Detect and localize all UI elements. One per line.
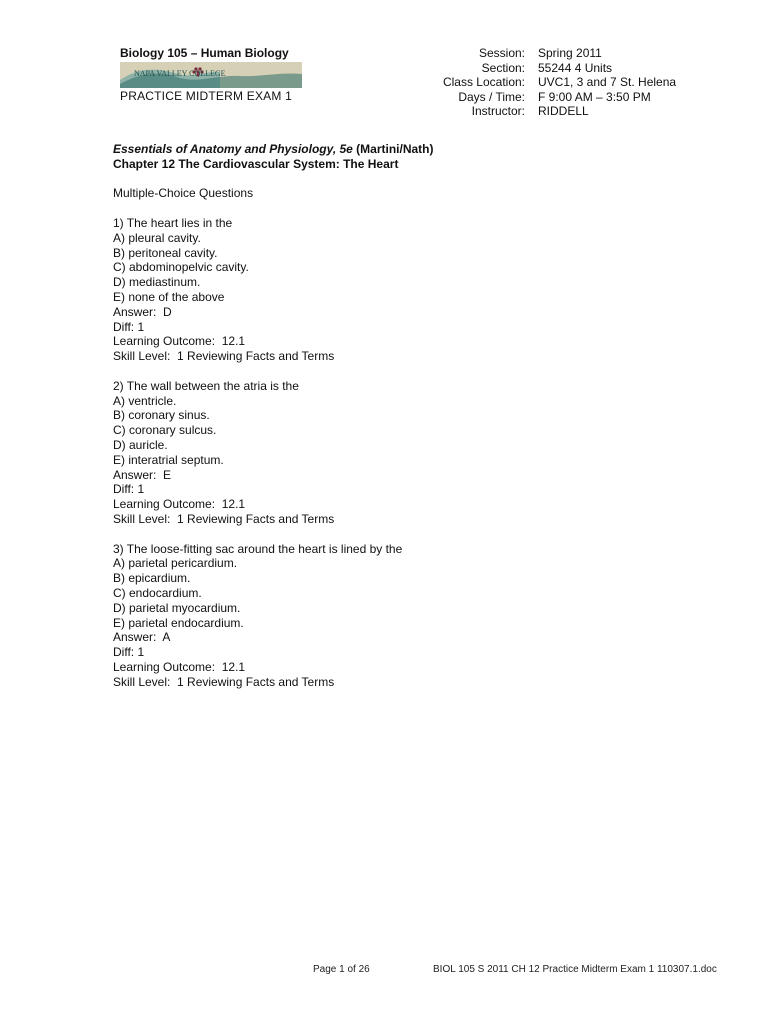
book-line <box>113 142 673 157</box>
question-line: E) interatrial septum. <box>113 452 224 467</box>
info-value: UVC1, 3 and 7 St. Helena <box>538 75 677 90</box>
document-body <box>113 142 673 704</box>
question-list <box>113 216 673 690</box>
question-line: E) parietal endocardium. <box>113 615 244 630</box>
question-line: Diff: 1 <box>113 319 145 334</box>
question-block <box>113 542 673 690</box>
exam-title: PRACTICE MIDTERM EXAM 1 <box>120 89 292 103</box>
question-line: D) parietal myocardium. <box>113 600 241 615</box>
question-stem: 2) The wall between the atria is the <box>113 378 299 393</box>
footer-filename: BIOL 105 S 2011 CH 12 Practice Midterm Exam 1 110307.1.doc <box>433 964 717 975</box>
question-line: Learning Outcome: 12.1 <box>113 334 246 349</box>
book-authors: (Martini/Nath) <box>352 142 434 156</box>
info-value: 55244 4 Units <box>538 60 613 75</box>
question-line: E) none of the above <box>113 289 225 304</box>
question-line: Answer: A <box>113 630 171 645</box>
info-label: Instructor: <box>471 104 525 119</box>
question-line: Skill Level: 1 Reviewing Facts and Terms <box>113 674 335 689</box>
question-line: A) ventricle. <box>113 393 177 408</box>
info-value: RIDDELL <box>538 104 589 119</box>
question-line: Skill Level: 1 Reviewing Facts and Terms <box>113 511 335 526</box>
question-line: D) mediastinum. <box>113 275 201 290</box>
question-block <box>113 216 673 364</box>
question-line: A) pleural cavity. <box>113 230 201 245</box>
question-line: Learning Outcome: 12.1 <box>113 659 246 674</box>
book-title: Essentials of Anatomy and Physiology, 5e <box>113 142 353 156</box>
question-line: Answer: E <box>113 467 172 482</box>
footer-page-number: Page 1 of 26 <box>313 964 370 975</box>
question-line: C) endocardium. <box>113 585 202 600</box>
question-line: A) parietal pericardium. <box>113 556 238 571</box>
info-label: Class Location: <box>442 75 525 90</box>
chapter-title: Chapter 12 The Cardiovascular System: The Heart <box>113 156 399 171</box>
question-line: B) peritoneal cavity. <box>113 245 218 260</box>
question-stem: 3) The loose-fitting sac around the heart is lined by the <box>113 541 403 556</box>
question-line: Learning Outcome: 12.1 <box>113 497 246 512</box>
question-line: D) auricle. <box>113 437 168 452</box>
college-logo <box>120 62 302 88</box>
question-stem: 1) The heart lies in the <box>113 215 233 230</box>
section-title: Multiple-Choice Questions <box>113 186 254 201</box>
info-value: F 9:00 AM – 3:50 PM <box>538 89 651 104</box>
question-line: B) epicardium. <box>113 571 191 586</box>
info-label: Days / Time: <box>458 89 525 104</box>
course-title <box>120 46 289 60</box>
question-line: B) coronary sinus. <box>113 408 210 423</box>
question-line: C) coronary sulcus. <box>113 423 217 438</box>
info-row <box>440 75 676 90</box>
info-label: Section: <box>481 60 525 75</box>
info-row <box>440 61 676 76</box>
question-line: Skill Level: 1 Reviewing Facts and Terms <box>113 349 335 364</box>
info-value: Spring 2011 <box>538 46 602 60</box>
info-row <box>440 104 676 119</box>
course-name: Human Biology <box>200 46 289 60</box>
course-separator: – <box>187 46 201 60</box>
info-label: Session: <box>478 46 525 60</box>
question-block <box>113 379 673 527</box>
course-info-table <box>440 46 676 119</box>
logo-text: NAPA VALLEY COLLEGE <box>134 69 226 78</box>
question-line: C) abdominopelvic cavity. <box>113 260 249 275</box>
question-line: Diff: 1 <box>113 482 145 497</box>
info-row <box>440 46 676 61</box>
question-line: Diff: 1 <box>113 645 145 660</box>
question-line: Answer: D <box>113 304 172 319</box>
info-row <box>440 90 676 105</box>
course-prefix: Biology 105 <box>120 46 188 60</box>
